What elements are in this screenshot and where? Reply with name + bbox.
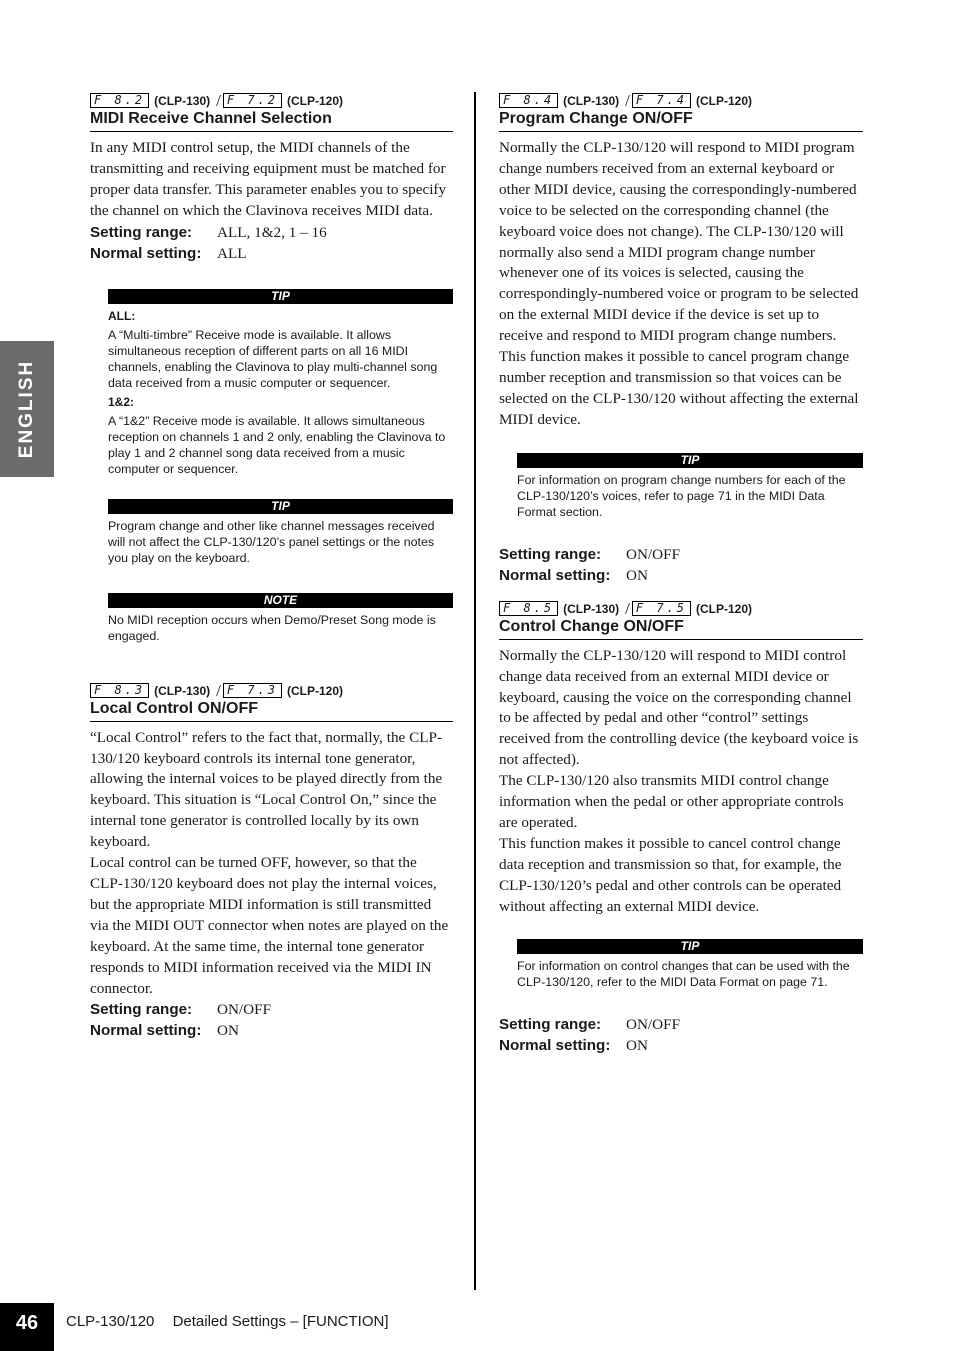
section-title: Program Change ON/OFF — [499, 110, 863, 132]
model-label: (CLP-120) — [287, 683, 344, 698]
slash: / — [625, 91, 630, 110]
tip-text: For information on program change numbers for each of the CLP-130/120’s voices, refer to page 71 in the MIDI Data Format section. — [517, 472, 846, 519]
lcd-code-clp130: F 8.3 — [90, 683, 149, 698]
right-column — [499, 90, 863, 1056]
model-label: (CLP-120) — [287, 94, 344, 108]
setting-range-value: ON/OFF — [626, 1016, 681, 1034]
lcd-code-clp120: F 7.3 — [223, 683, 282, 698]
left-column — [90, 90, 453, 1041]
section-local-control — [90, 680, 453, 1042]
lcd-code-clp120: F 7.4 — [632, 93, 691, 108]
model-label: (CLP-130) — [154, 683, 211, 698]
tip-subhead: 1&2: — [108, 394, 135, 409]
setting-range — [90, 222, 453, 243]
slash: / — [216, 91, 221, 110]
section-control-change — [499, 598, 863, 1057]
setting-range-value: ON/OFF — [217, 1001, 272, 1019]
tip-bar: TIP — [108, 499, 453, 514]
language-tab — [0, 341, 54, 477]
section-title: Control Change ON/OFF — [499, 618, 863, 640]
tip-bar: TIP — [108, 289, 453, 304]
model-label: (CLP-130) — [563, 601, 620, 616]
setting-range — [499, 1014, 863, 1035]
body-text: “Local Control” refers to the fact that, normally, the CLP-130/120 keyboard controls its internal tone generator, allowing the internal voices to be played directly from the keyboard. This situation is “Local Control On,” since the internal tone generator is controlled locally by its own keyboard. — [90, 728, 443, 851]
tip-bar: TIP — [517, 939, 863, 954]
setting-range-label: Setting range: — [90, 1001, 193, 1019]
slash: / — [216, 680, 221, 700]
page-number: 46 — [0, 1303, 54, 1351]
lcd-code-clp130: F 8.4 — [499, 93, 558, 108]
lcd-code-clp130: F 8.5 — [499, 601, 558, 616]
setting-range — [90, 999, 453, 1020]
tip-box — [108, 289, 453, 477]
tip-text: For information on control changes that can be used with the CLP-130/120, refer to the MIDI Data Format on page 71. — [517, 959, 850, 990]
setting-range-label: Setting range: — [499, 1016, 602, 1034]
body-text: This function makes it possible to cancel control change data reception and transmission so that, for example, the CLP-130/120’s pedal and other controls can be operated without affecting an external MIDI device. — [499, 834, 842, 915]
normal-setting — [90, 243, 453, 264]
note-bar: NOTE — [108, 593, 453, 608]
normal-setting-label: Normal setting: — [90, 244, 202, 262]
normal-setting-label: Normal setting: — [499, 1037, 611, 1055]
lcd-code-clp120: F 7.5 — [632, 601, 691, 616]
note-box — [108, 593, 453, 644]
model-label: (CLP-120) — [696, 601, 753, 616]
tip-box — [517, 453, 863, 520]
body-text: Normally the CLP-130/120 will respond to MIDI control change data received from an external MIDI device or keyboard, causing the voice on the corresponding channel to be affected by pedal and other “control” settings received from the controlling device (the keyboard voice is not affected). — [499, 646, 859, 769]
body-text: The CLP-130/120 also transmits MIDI control change information when the pedal or other appropriate controls are operated. — [499, 772, 844, 831]
model-label: (CLP-130) — [563, 94, 620, 108]
body-text: In any MIDI control setup, the MIDI channels of the transmitting and receiving equipment must be matched for proper data transfer. This parameter enables you to specify the channel on which the Clavinova receives MIDI data. — [90, 139, 447, 219]
normal-setting-label: Normal setting: — [90, 1022, 202, 1040]
normal-setting-label: Normal setting: — [499, 566, 611, 584]
function-code-line — [90, 90, 453, 108]
lcd-code-clp120: F 7.2 — [223, 93, 282, 108]
tip-text: A “1&2” Receive mode is available. It allows simultaneous reception on channels 1 and 2 only, enabling the Clavinova to play 1 and 2 channel song data received from a music computer or sequencer. — [108, 413, 446, 476]
tip-subhead: ALL: — [108, 308, 136, 323]
function-code-line — [499, 90, 863, 108]
normal-setting-value: ALL — [217, 244, 247, 262]
tip-box — [108, 499, 453, 566]
slash: / — [625, 598, 630, 618]
normal-setting — [499, 1035, 863, 1056]
normal-setting-value: ON — [217, 1022, 239, 1040]
setting-range-label: Setting range: — [90, 223, 193, 241]
model-label: (CLP-120) — [696, 94, 753, 108]
lcd-code-clp130: F 8.2 — [90, 93, 149, 108]
normal-setting — [499, 565, 863, 586]
footer — [66, 1313, 388, 1330]
section-title: Local Control ON/OFF — [90, 700, 453, 722]
settings-group — [499, 544, 863, 586]
footer-model: CLP-130/120 — [66, 1313, 155, 1330]
function-code-line — [499, 598, 863, 616]
tip-text: A “Multi-timbre” Receive mode is available. It allows simultaneous reception of different parts on all 16 MIDI channels, enabling the Clavinova to play multi-channel song data received from a music computer or sequencer. — [108, 327, 438, 390]
normal-setting — [90, 1020, 453, 1041]
footer-section: Detailed Settings – [FUNCTION] — [172, 1313, 389, 1330]
note-text: No MIDI reception occurs when Demo/Preset Song mode is engaged. — [108, 612, 436, 643]
settings-group — [499, 1014, 863, 1056]
setting-range — [499, 544, 863, 565]
setting-range-value: ON/OFF — [626, 545, 681, 563]
column-divider — [474, 92, 476, 1290]
function-code-line — [90, 680, 453, 698]
normal-setting-value: ON — [626, 1037, 648, 1055]
body-text: Normally the CLP-130/120 will respond to MIDI program change numbers received from an external keyboard or other MIDI device, causing the correspondingly-numbered voice to be selected on the corresponding channel (the keyboard voice does not change). The CLP-130/120 will normally also send a MIDI program change number whenever one of its voices is selected, causing the correspondingly-numbered voice or program to be selected on the external MIDI device if the device is set up to receive and respond to MIDI program change numbers. — [499, 139, 859, 345]
tip-bar: TIP — [517, 453, 863, 468]
tip-text: Program change and other like channel messages received will not affect the CLP-130/120’s panel settings or the notes you play on the keyboard. — [108, 518, 435, 565]
language-tab-label: ENGLISH — [16, 359, 37, 459]
body-text: Local control can be turned OFF, however, so that the CLP-130/120 keyboard does not play the internal voices, but the appropriate MIDI information is still transmitted via the MIDI OUT connector when notes are played on the keyboard. At the same time, the internal tone generator responds to MIDI information received via the MIDI IN connector. — [90, 854, 449, 997]
setting-range-value: ALL, 1&2, 1 – 16 — [217, 223, 327, 241]
section-title: MIDI Receive Channel Selection — [90, 110, 453, 132]
body-text: This function makes it possible to cancel program change number reception and transmission so that voices can be selected on the CLP-130/120 without affecting the external MIDI device. — [499, 348, 859, 428]
section-program-change — [499, 90, 863, 586]
normal-setting-value: ON — [626, 566, 648, 584]
model-label: (CLP-130) — [154, 94, 211, 108]
setting-range-label: Setting range: — [499, 545, 602, 563]
tip-box — [517, 939, 863, 990]
section-midi-receive — [90, 90, 453, 644]
